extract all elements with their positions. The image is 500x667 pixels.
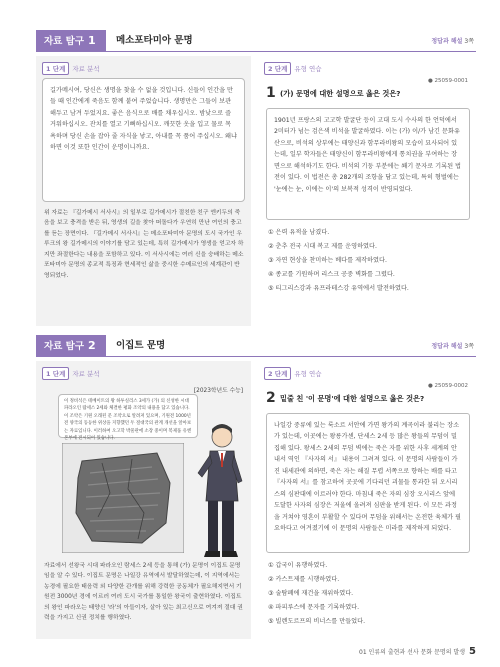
answer-choices [268,226,409,296]
choice-5[interactable]: ⑤ 빌렌도르프의 비너스를 만들었다. [268,617,366,625]
step-label: 유형 연습 [294,370,322,378]
source-text-box: 길가메시여, 당신은 생명을 찾을 수 없을 것입니다. 신들이 인간을 만들 때 인간에게 죽음도 함께 붙여 주었습니다. 생명만은 그들이 보관해두고 남겨 두었지요. 좋은 음식으로 배를 채우십시오. 밤낮으로 즐거워하십시오. 잔치를 열고 기뻐하십시오. 깨끗한 옷을 입고 물로 목욕하며 당신 손을 잡아 줄 자식을 낳고, 아내를 꼭 품어 주십시오. 왜냐하면 이것 또한 인간이 운명이니까요. [42,78,245,202]
page-number: 5 [469,646,476,657]
step-label: 유형 연습 [294,65,322,73]
step-badge: 2 단계 [264,367,291,380]
answer-ref-label: 정답과 해설 [431,38,463,45]
section-1-tab-label: 자료 탐구 [44,36,85,47]
section-1-title: 메소포타미아 문명 [116,35,193,46]
page-footer [359,646,476,657]
step-label: 자료 분석 [72,370,100,378]
step-label: 자료 분석 [72,65,100,73]
question-number: 1 [266,85,276,101]
choice-3[interactable]: ③ 술탐폐에 재건을 재위하였다. [268,589,354,597]
step-2-header [264,62,322,75]
choice-5[interactable]: ⑤ 티그리스강과 유프라테스강 유역에서 발전하였다. [268,284,409,292]
section-2-tab-number: 2 [88,339,96,352]
section-1-answer-ref [431,36,474,45]
answer-ref-label: 정답과 해설 [431,343,463,350]
question-number: 2 [266,390,276,406]
speech-bubble: 이 정비석은 테베이트의 왕 하투실리스 3세가 (가) 의 신성한 시대 파라오인 람세스 2세와 체결한 평화 조약의 내용을 담고 있습니다. 이 조약은 기원 오래된 문 조약으로 알려져 있으며, 기원전 1000년 전 양국의 동등한 위상을 지향했던 두 절대국의 관계 개선을 알아보는 자료입니다. 이러하여 오고학 박물관에 소장 중이며 복제품 유엔본부에 전시되어 있습니다. [58,394,198,438]
step-badge: 1 단계 [42,367,69,380]
choice-2[interactable]: ② 춘추 전국 시대 복고 제를 운영하였다. [268,242,377,250]
answer-ref-page: 3쪽 [464,38,474,45]
section-2-header [36,335,476,357]
section-1 [36,30,476,330]
choice-4[interactable]: ④ 종교를 기원하며 리스크 공중 벽화를 그렸다. [268,270,395,278]
question-text: (가) 문명에 대한 설명으로 옳은 것은? [280,89,401,98]
question-id: ● 25059-0001 [427,78,468,84]
analysis-paragraph: 자료에서 선왕국 시대 파라오인 람세스 2세 등을 통해 (가) 문명이 이집트 문명임을 알 수 있다. 이집트 문명은 나일강 유역에서 발달하였는데, 이 지역에서는 농경에 필요한 태음력 외 다양한 관개를 위해 강력한 공동체가 필요해지면서 기원전 3000년 경에 이르러 여러 도시 국가를 통일한 왕국이 출현하였다. 이집트의 왕인 파라오는 태양신 '라'의 아들이자, 살아 있는 최고신으로 여겨져 절대 권력을 가지고 신권 정치를 행하였다. [44,563,243,622]
answer-ref-page: 3쪽 [464,343,474,350]
stone-tablet-svg [62,443,184,553]
choice-3[interactable]: ③ 자연 현상을 찬미하는 베다를 제작하였다. [268,256,387,264]
stone-tablet-image [62,443,184,553]
section-1-header [36,30,476,52]
step-1-header [42,62,100,75]
question-source-box: 1901년 프랑스의 고고학 발굴단 등이 고대 도시 수사의 한 언덕에서 2미터가 넘는 검은색 비석을 발굴하였다. 이는 (가) 이/가 남긴 문화유산으로, 비석의 상부에는 태양신과 함무라비왕의 모습이 묘사되어 있는데, 일부 학자들은 태양신이 함무라비왕에게 통치권을 부여하는 장면으로 해석하기도 한다. 비석의 기둥 부분에는 쐐기 문자로 기록된 법전이 있다. 이 법전은 총 282개의 조항을 담고 있는데, 특히 형벌에는 '눈에는 눈, 이에는 이'의 보복적 성격이 반영되었다. [266,108,470,220]
section-2-answer-ref [431,341,474,350]
footer-chapter-title: 01 인류의 출현과 선사 문화 문명의 발생 [359,649,466,656]
section-2-left-panel [36,361,251,639]
question-text: 밑줄 친 '이 문명'에 대한 설명으로 옳은 것은? [280,394,425,403]
section-1-left-panel [36,56,251,326]
step-1-header [42,367,100,380]
choice-1[interactable]: ① 은력 유적을 남겼다. [268,229,330,236]
section-2-tab-label: 자료 탐구 [44,341,85,352]
section-2-tab [36,335,106,357]
exam-source: [2023학년도 수능] [193,388,243,394]
section-2 [36,335,476,640]
section-2-title: 이집트 문명 [116,340,166,351]
section-2-right-panel [258,361,476,639]
analysis-paragraph: 위 자료는 『길가메시 서사시』의 일부로 길가메시가 절친한 친구 엔키두의 죽음을 보고 충격을 받은 뒤, 영생의 길을 찾아 떠돌다가 우연히 만난 여인의 충고를 듣는 장면이다. 『길가메시 서사시』는 메소포타미아 문명의 도시 국가인 우루크의 왕 길가메시의 이야기를 담고 있는데, 특히 길가메시가 영생을 얻고자 하지만 좌절한다는 내용을 포함하고 있다. 이 서사시에는 여러 신을 숭배하는 메소포타미아 문명의 종교적 특징과 현세적인 삶을 중시한 수메르인의 세계관이 반영되었다. [44,210,244,279]
section-1-right-panel [258,56,476,326]
teacher-figure-svg [196,421,244,561]
question-source-box: 나일강 중류에 있는 룩소르 서안에 가면 왕가의 계곡이라 불리는 장소가 있는데, 이곳에는 왕릉가센, 단세스 2세 등 많은 왕들의 무덤이 밀집해 있다. 왕세스 2세의 무덤 벽에는 죽은 자를 위한 사후 세계의 안내서 역인 『사자의 서』 내용이 그려져 있다. 이 문명의 사람들이 가진 내세관에 의하면, 죽은 자는 해질 무렵 서쪽으로 향하는 배를 타고 『사자의 서』를 참고하여 곳곳에 기다리던 괴물들 통과한 뒤 오시리스의 심판대에 이르러야 한다. 마침내 죽은 자의 심장 오시리스 앞에 도달한 사자의 심장은 저울에 올려져 심판을 받게 된다. 이 모든 과정을 거쳐야 영혼이 부활할 수 있다며 무덤을 위해서는 온전한 육체가 필요하다고 여겨졌기에 이 문명의 사람들은 미라를 제작하게 되었다. [266,413,470,553]
question-id: ● 25059-0002 [427,383,468,389]
choice-1[interactable]: ① 갑국이 유행하였다. [268,562,328,569]
section-1-tab-number: 1 [88,34,96,47]
choice-4[interactable]: ④ 파피루스에 문자를 기록하였다. [268,603,360,611]
answer-choices [268,559,365,629]
teacher-illustration [196,421,244,561]
step-2-header [264,367,322,380]
section-1-tab [36,30,106,52]
choice-2[interactable]: ② 카스트제를 시행하였다. [268,575,340,583]
step-badge: 1 단계 [42,62,69,75]
step-badge: 2 단계 [264,62,291,75]
